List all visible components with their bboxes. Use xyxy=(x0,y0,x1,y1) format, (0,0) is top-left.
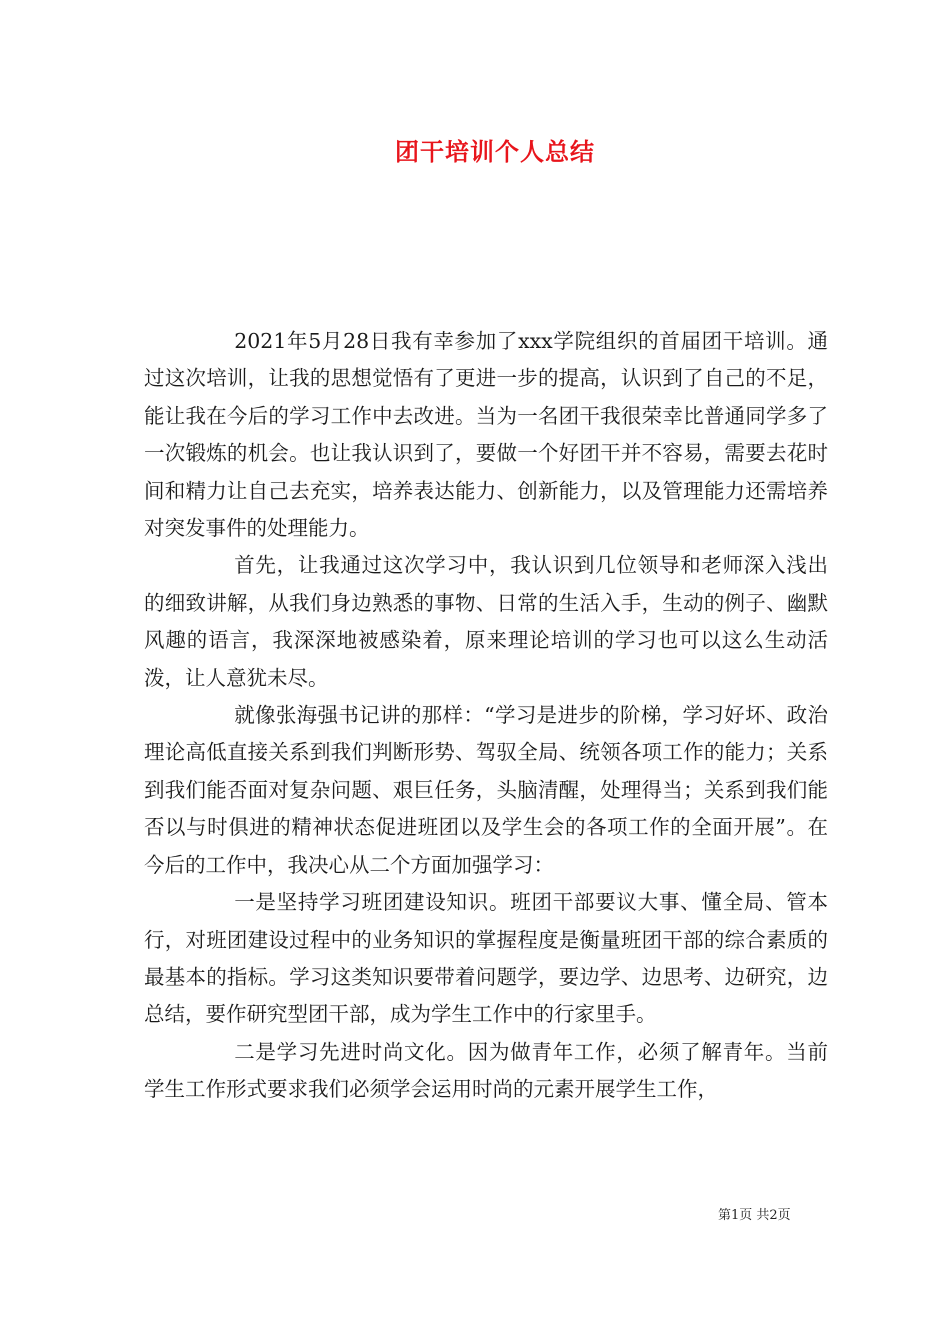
paragraph-5: 二是学习先进时尚文化。因为做青年工作，必须了解青年。当前学生工作形式要求我们必须学会运用时尚的元素开展学生工作， xyxy=(144,1039,828,1102)
paragraph-4: 一是坚持学习班团建设知识。班团干部要议大事、懂全局、管本行，对班团建设过程中的业务知识的掌握程度是衡量班团干部的综合素质的最基本的指标。学习这类知识要带着问题学，要边学、边思考、边研究，边总结，要作研究型团干部，成为学生工作中的行家里手。 xyxy=(144,890,828,1027)
page-number: 第1页 共2页 xyxy=(718,1208,791,1223)
document-title: 团干培训个人总结 xyxy=(395,137,595,166)
paragraph-2: 首先，让我通过这次学习中，我认识到几位领导和老师深入浅出的细致讲解，从我们身边熟悉的事物、日常的生活入手，生动的例子、幽默风趣的语言，我深深地被感染着，原来理论培训的学习也可以这么生动活泼，让人意犹未尽。 xyxy=(144,553,828,690)
paragraph-1: 2021年5月28日我有幸参加了xxx学院组织的首届团干培训。通过这次培训，让我的思想觉悟有了更进一步的提高，认识到了自己的不足，能让我在今后的学习工作中去改进。当为一名团干我很荣幸比普通同学多了一次锻炼的机会。也让我认识到了，要做一个好团干并不容易，需要去花时间和精力让自己去充实，培养表达能力、创新能力，以及管理能力还需培养对突发事件的处理能力。 xyxy=(144,329,828,541)
document-body xyxy=(144,323,828,1109)
paragraph-3: 就像张海强书记讲的那样：“学习是进步的阶梯，学习好坏、政治理论高低直接关系到我们判断形势、驾驭全局、统领各项工作的能力；关系到我们能否面对复杂问题、艰巨任务，头脑清醒，处理得当；关系到我们能否以与时俱进的精神状态促进班团以及学生会的各项工作的全面开展”。在今后的工作中，我决心从二个方面加强学习： xyxy=(144,703,828,877)
